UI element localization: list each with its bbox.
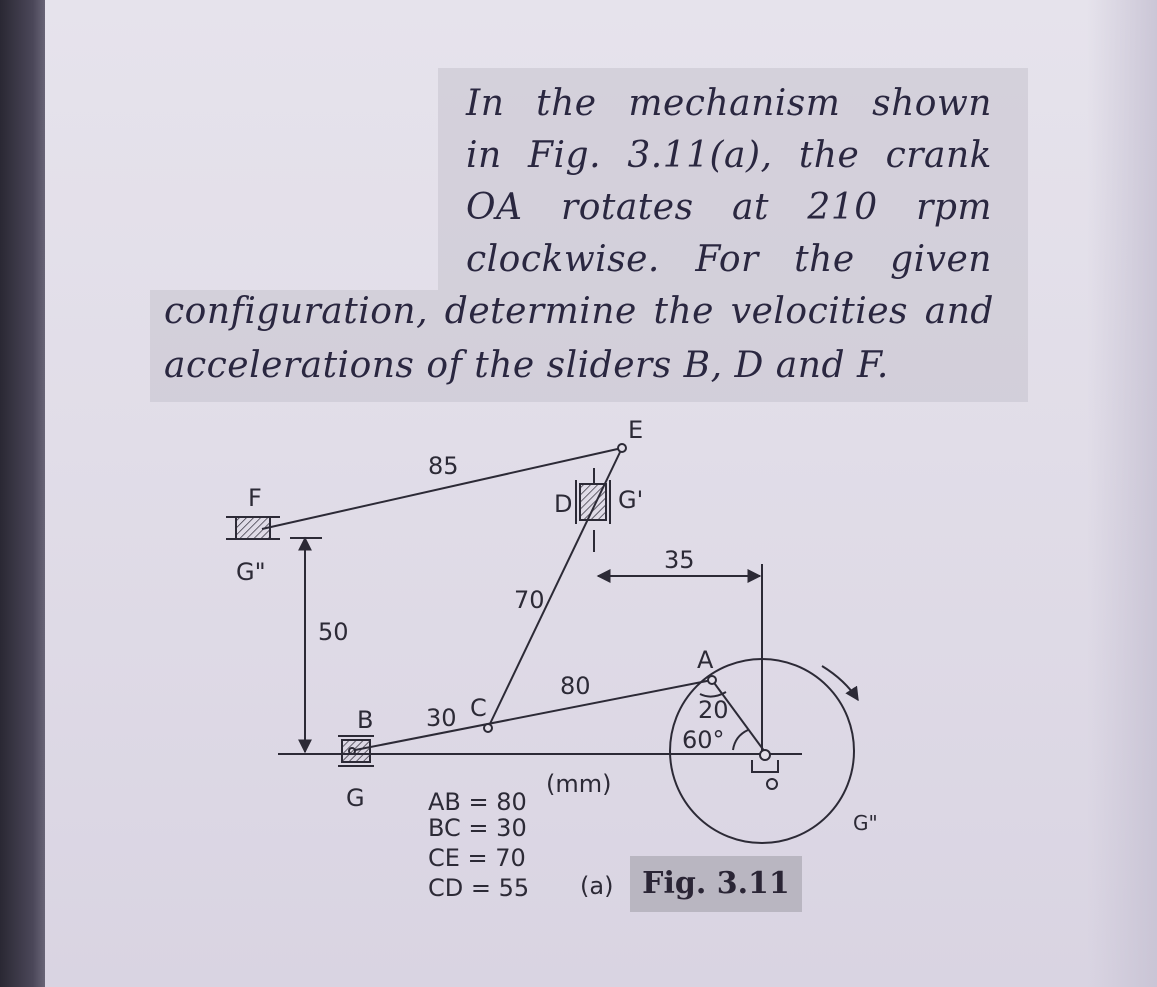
label-g3: G" <box>853 811 878 835</box>
word: rpm <box>916 187 992 228</box>
label-g2: G" <box>236 558 266 586</box>
label-g: G <box>346 784 365 812</box>
fixed-pivot-o <box>752 760 778 789</box>
figure-caption: Fig. 3.11 <box>630 856 802 912</box>
word: the <box>794 239 855 280</box>
word: shown <box>872 83 992 124</box>
rotation-arrow <box>822 666 858 700</box>
sub-label: (a) <box>580 872 614 900</box>
unit-label: (mm) <box>546 770 612 798</box>
word: the <box>653 291 714 332</box>
slider-b <box>338 736 374 766</box>
length-bc: BC = 30 <box>428 814 527 842</box>
label-f: F <box>248 484 262 512</box>
word: the <box>536 83 597 124</box>
word: and <box>924 291 994 332</box>
link-bc-ab <box>350 680 712 751</box>
length-cd: CD = 55 <box>428 874 530 902</box>
word: configuration, <box>164 291 429 332</box>
pin-e <box>618 444 626 452</box>
word: velocities <box>730 291 909 332</box>
word: OA <box>466 187 523 228</box>
label-g1: G' <box>618 486 644 514</box>
word: determine <box>444 291 637 332</box>
word: the <box>798 135 860 176</box>
slider-f <box>226 517 280 539</box>
dim-50: 50 <box>318 618 349 646</box>
word: 3.11(a), <box>627 135 773 176</box>
word: crank <box>885 135 992 176</box>
word: mechanism <box>628 83 841 124</box>
dim-85: 85 <box>428 452 459 480</box>
label-a: A <box>697 646 714 674</box>
word: In <box>466 83 505 124</box>
dim-35: 35 <box>664 546 695 574</box>
word: 210 <box>807 187 878 228</box>
dim-30: 30 <box>426 704 457 732</box>
pin-o <box>760 750 770 760</box>
word: at <box>732 187 769 228</box>
angle-20: 20 <box>698 696 729 724</box>
word: rotates <box>560 187 694 228</box>
pin-a <box>708 676 716 684</box>
problem-line: accelerations of the sliders B, D and F. <box>164 345 889 386</box>
word: clockwise. <box>466 239 660 280</box>
label-b: B <box>357 706 374 734</box>
word: given <box>890 239 992 280</box>
length-ce: CE = 70 <box>428 844 526 872</box>
word: For <box>695 239 759 280</box>
angle-60: 60° <box>682 726 725 754</box>
label-e: E <box>628 416 644 444</box>
angle-arc-60 <box>733 730 748 750</box>
word: Fig. <box>528 135 602 176</box>
label-d: D <box>554 490 573 518</box>
length-ab: AB = 80 <box>428 788 527 816</box>
slider-d <box>576 480 610 524</box>
pin-c <box>484 724 492 732</box>
dim-80: 80 <box>560 672 591 700</box>
word: in <box>466 135 502 176</box>
dim-70: 70 <box>514 586 545 614</box>
label-c: C <box>470 694 487 722</box>
